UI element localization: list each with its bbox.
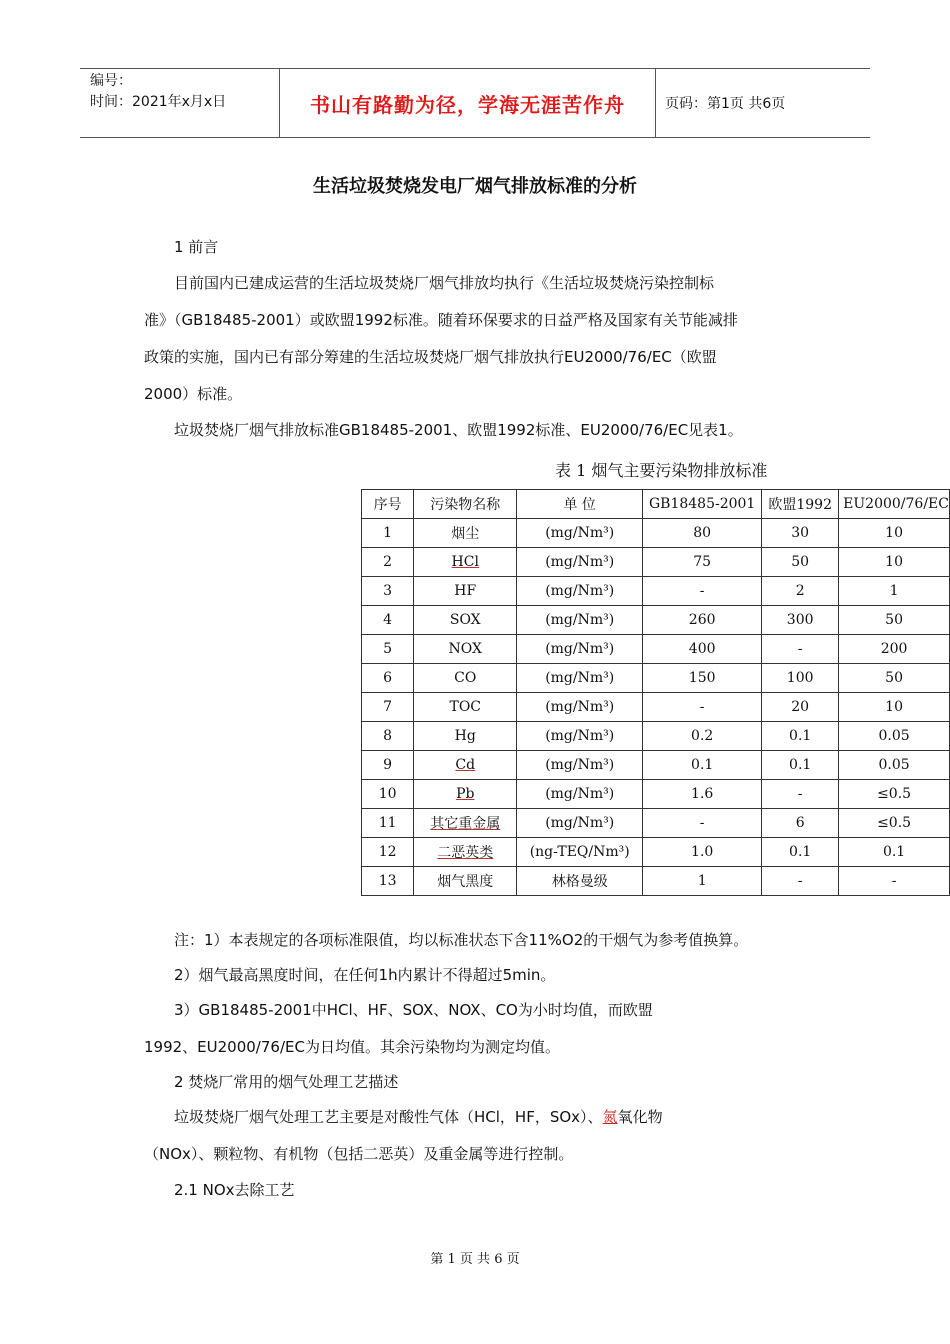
table-cell: 150	[643, 664, 762, 693]
table-cell: (mg/Nm³)	[517, 722, 643, 751]
paragraph-3-line-1	[174, 1106, 663, 1127]
table-cell: (mg/Nm³)	[517, 693, 643, 722]
table-cell: 1	[362, 519, 414, 548]
section-2-heading: 2 焚烧厂常用的烟气处理工艺描述	[174, 1073, 399, 1091]
table-cell: 50	[839, 664, 950, 693]
table-row	[362, 519, 950, 548]
header-page	[655, 69, 870, 137]
table-cell: 1.0	[643, 838, 762, 867]
table-cell: 30	[762, 519, 839, 548]
table-cell: Cd	[414, 751, 517, 780]
table-cell: HF	[414, 577, 517, 606]
table-row	[362, 867, 950, 896]
table-cell: 11	[362, 809, 414, 838]
table-cell: 200	[839, 635, 950, 664]
table-cell: 12	[362, 838, 414, 867]
table-cell: 0.05	[839, 722, 950, 751]
header-cell: 污染物名称	[414, 490, 517, 519]
table-cell: NOX	[414, 635, 517, 664]
table-row	[362, 838, 950, 867]
emission-standards-table	[361, 489, 950, 896]
table-cell: (mg/Nm³)	[517, 635, 643, 664]
motto-text: 书山有路勤为径，学海无涯苦作舟	[310, 92, 625, 117]
table-cell: 10	[839, 693, 950, 722]
paragraph-2: 垃圾焚烧厂烟气排放标准GB18485-2001、欧盟1992标准、EU2000/76/EC见表1。	[174, 421, 743, 439]
table-cell: 100	[762, 664, 839, 693]
paragraph-1-line-3: 政策的实施，国内已有部分筹建的生活垃圾焚烧厂烟气排放执行EU2000/76/EC（欧盟	[144, 348, 717, 366]
table-cell: 400	[643, 635, 762, 664]
section-1-heading: 1 前言	[174, 238, 219, 256]
table-cell: 300	[762, 606, 839, 635]
table-cell: 50	[839, 606, 950, 635]
table-row	[362, 809, 950, 838]
table-cell: 其它重金属	[414, 809, 517, 838]
table-cell: 0.2	[643, 722, 762, 751]
table-cell: 10	[839, 519, 950, 548]
number-label: 编号：	[90, 73, 132, 89]
paragraph-1-line-4: 2000）标准。	[144, 385, 243, 403]
table-cell: 林格曼级	[517, 867, 643, 896]
table-cell: ≤0.5	[839, 809, 950, 838]
table-row	[362, 606, 950, 635]
header-cell: 欧盟1992	[762, 490, 839, 519]
table-cell: HCl	[414, 548, 517, 577]
table-cell: ≤0.5	[839, 780, 950, 809]
table-cell: -	[762, 867, 839, 896]
table-cell: (ng-TEQ/Nm³)	[517, 838, 643, 867]
table-cell: 10	[839, 548, 950, 577]
time-label: 时间：2021年x月x日	[90, 94, 227, 110]
page-header	[80, 68, 870, 138]
header-motto	[280, 69, 656, 137]
table-cell: 80	[643, 519, 762, 548]
table-cell: 10	[362, 780, 414, 809]
table-cell: 0.1	[762, 838, 839, 867]
table-cell: -	[643, 577, 762, 606]
table-cell: 烟尘	[414, 519, 517, 548]
table-row	[362, 722, 950, 751]
table-cell: 8	[362, 722, 414, 751]
table-cell: Hg	[414, 722, 517, 751]
table-row	[362, 780, 950, 809]
table-cell: (mg/Nm³)	[517, 577, 643, 606]
table-row	[362, 693, 950, 722]
table-cell: SOX	[414, 606, 517, 635]
paragraph-1-line-2: 准》（GB18485-2001）或欧盟1992标准。随着环保要求的日益严格及国家有关节能减排	[144, 311, 738, 329]
table-row	[362, 664, 950, 693]
note-2: 2）烟气最高黑度时间，在任何1h内累计不得超过5min。	[174, 966, 556, 984]
table-cell: 13	[362, 867, 414, 896]
table-cell: 1	[839, 577, 950, 606]
spellcheck-highlight: 氮	[602, 1108, 618, 1126]
table-cell: 0.05	[839, 751, 950, 780]
table-cell: 7	[362, 693, 414, 722]
table-cell: 烟气黑度	[414, 867, 517, 896]
table-cell: 0.1	[762, 751, 839, 780]
table-cell: TOC	[414, 693, 517, 722]
paragraph-3-text-a: 垃圾焚烧厂烟气处理工艺主要是对酸性气体（HCl，HF，SOx）、	[174, 1108, 603, 1126]
table-cell: 75	[643, 548, 762, 577]
table-cell: 0.1	[643, 751, 762, 780]
document-title: 生活垃圾焚烧发电厂烟气排放标准的分析	[313, 176, 637, 197]
table-cell: Pb	[414, 780, 517, 809]
table-cell: 2	[362, 548, 414, 577]
table-cell: (mg/Nm³)	[517, 548, 643, 577]
header-cell: 序号	[362, 490, 414, 519]
table-cell: (mg/Nm³)	[517, 780, 643, 809]
table-cell: 9	[362, 751, 414, 780]
table-cell: -	[839, 867, 950, 896]
paragraph-1-line-1: 目前国内已建成运营的生活垃圾焚烧厂烟气排放均执行《生活垃圾焚烧污染控制标	[174, 274, 715, 292]
table-body	[362, 519, 950, 896]
table-cell: 0.1	[839, 838, 950, 867]
paragraph-3-line-2: （NOx）、颗粒物、有机物（包括二恶英）及重金属等进行控制。	[144, 1145, 574, 1163]
table-cell: 二恶英类	[414, 838, 517, 867]
page-label: 页码：第1页 共6页	[665, 96, 786, 112]
table-cell: 3	[362, 577, 414, 606]
paragraph-3-text-b: 氧化物	[617, 1108, 663, 1126]
table-cell: -	[762, 635, 839, 664]
table-row	[362, 548, 950, 577]
table-cell: -	[643, 693, 762, 722]
table-cell: CO	[414, 664, 517, 693]
table-cell: (mg/Nm³)	[517, 519, 643, 548]
table-cell: (mg/Nm³)	[517, 664, 643, 693]
table-cell: (mg/Nm³)	[517, 809, 643, 838]
header-meta	[80, 69, 280, 137]
table-cell: 0.1	[762, 722, 839, 751]
table-cell: 6	[362, 664, 414, 693]
header-cell: GB18485-2001	[643, 490, 762, 519]
table-cell: 1	[643, 867, 762, 896]
note-3-line-2: 1992、EU2000/76/EC为日均值。其余污染物均为测定均值。	[144, 1038, 560, 1056]
table-cell: 1.6	[643, 780, 762, 809]
note-1: 注：1）本表规定的各项标准限值，均以标准状态下含11%O2的干烟气为参考值换算。	[174, 931, 749, 949]
table-header-row	[362, 490, 950, 519]
note-3-line-1: 3）GB18485-2001中HCl、HF、SOX、NOX、CO为小时均值，而欧盟	[174, 1001, 653, 1019]
table-cell: (mg/Nm³)	[517, 751, 643, 780]
table-cell: -	[762, 780, 839, 809]
page-footer: 第 1 页 共 6 页	[430, 1252, 520, 1267]
header-cell: 单 位	[517, 490, 643, 519]
table-cell: -	[643, 809, 762, 838]
table-cell: 20	[762, 693, 839, 722]
section-2-1-heading: 2.1 NOx去除工艺	[174, 1181, 295, 1199]
table-cell: 260	[643, 606, 762, 635]
table-caption: 表 1 烟气主要污染物排放标准	[555, 461, 768, 480]
table-row	[362, 577, 950, 606]
table-cell: 50	[762, 548, 839, 577]
table-cell: 6	[762, 809, 839, 838]
table-cell: 5	[362, 635, 414, 664]
table-cell: 4	[362, 606, 414, 635]
table-cell: (mg/Nm³)	[517, 606, 643, 635]
table-row	[362, 635, 950, 664]
table-cell: 2	[762, 577, 839, 606]
header-cell: EU2000/76/EC	[839, 490, 950, 519]
table-row	[362, 751, 950, 780]
